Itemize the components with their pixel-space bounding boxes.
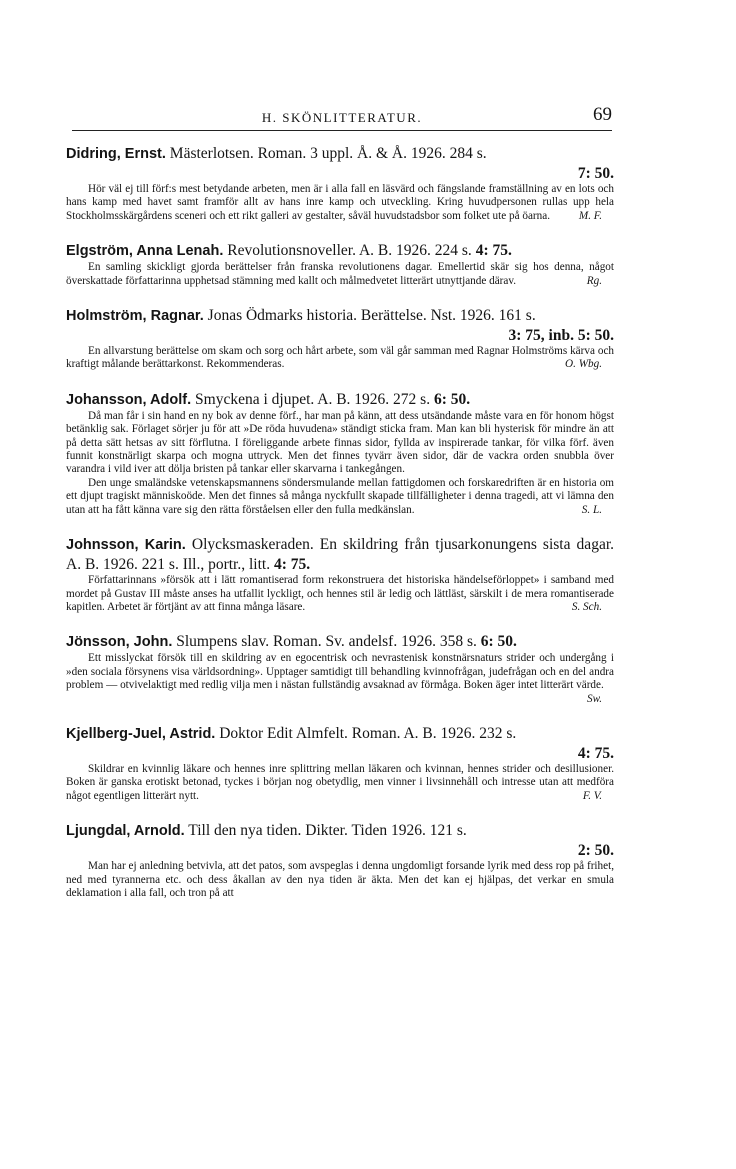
entry-heading [66, 821, 614, 841]
review-text: Ett misslyckat försök till en skildring av en egocentrisk och nevrastenisk konstnärsnaturs strider och undergång i »den sociala försynens visa världsordning». Upptager samtidigt till behandling kvinnofrågan, judefrågan och en del andra problem — otvivelaktigt med redlig vilja men i nästan fullständig avsaknad av förmåga. Boken äger intet litterärt värde. [66, 652, 614, 692]
entry-bibliography: Slumpens slav. Roman. Sv. andelsf. 1926. 358 s. [176, 633, 477, 651]
entry-author: Didring, Ernst. [66, 146, 166, 162]
review-text: Den unge smaländske vetenskapsmannens söndersmulande mellan fattigdomen och forskaredriften är en historia om ett djupt tragiskt människoöde. Men det finnes så många nyckfullt skapade tillfälligheter i denna tragedi, att vi lämna den utan att ha fått känna vare sig den rätta förståelsen eller den fulla medkänslan. [66, 476, 614, 516]
review-text: Då man får i sin hand en ny bok av denne förf., har man på känn, att dess utsändande måste vara en för honom högst betänklig sak. Förlaget sörjer ju för att »De röda huvudena» ständigt sticka fram. Man kan bli hysterisk för mindre än att på detta sätt hetsas av sitt förflutna. I föreliggande arbete finnas sidor, fyllda av inspirerade tankar, för vilka förf. även funnit konstnärligt skarpa och mogna uttryck. Men det finnes tyvärr även sidor, där de vackra orden snubbla över varandra i vild iver att dölja bristen på tankar eller skarvarna i tankegången. [66, 409, 614, 476]
entry-bibliography: Smyckena i djupet. A. B. 1926. 272 s. [195, 390, 431, 408]
entry-bibliography: Till den nya tiden. Dikter. Tiden 1926. 121 s. [188, 822, 467, 840]
entry-author: Johnsson, Karin. [66, 537, 186, 554]
reviewer-signature: S. Sch. [571, 600, 602, 613]
entry-price: 6: 50. [480, 633, 517, 651]
page-header [72, 104, 612, 131]
entry-price: 2: 50. [577, 842, 614, 860]
entry-didring [66, 144, 614, 223]
entry-price: 4: 75. [475, 242, 512, 260]
entry-author: Elgström, Anna Lenah. [66, 243, 224, 260]
entry-price: 4: 75. [577, 744, 614, 762]
page-number: 69 [593, 104, 612, 125]
entry-price: 4: 75. [273, 556, 311, 574]
entry-kjellberg-juel [66, 724, 614, 803]
entry-bibliography: Revolutionsnoveller. A. B. 1926. 224 s. [227, 242, 472, 260]
entry-johnsson [66, 535, 614, 614]
entry-holmstrom [66, 306, 614, 372]
entry-bibliography: Olycksmaskeraden. En skildring från tjusarkonungens sista dagar. A. B. 1926. 221 s. Ill., portr., litt. [66, 536, 614, 574]
entry-ljungdal [66, 821, 614, 900]
entry-heading [66, 535, 614, 574]
entry-elgstrom [66, 241, 614, 288]
review-text: Skildrar en kvinnlig läkare och hennes inre splittring mellan läkaren och kvinnan, hennes strider och desillusioner. Boken är ganska erotiskt betonad, tyckes i början nog obetydlig, men vinner i livsinnehåll och intresse utan att medföra något egentligen litterärt nytt. [66, 762, 614, 802]
reviewer-signature: Rg. [586, 274, 602, 287]
running-title: H. SKÖNLITTERATUR. [261, 110, 423, 125]
entry-heading [66, 390, 614, 410]
entry-heading [66, 724, 614, 744]
entry-price: 3: 75, inb. 5: 50. [508, 327, 614, 345]
entry-review [66, 652, 614, 706]
entry-review [66, 261, 614, 288]
entry-bibliography: Mästerlotsen. Roman. 3 uppl. Å. & Å. 1926. 284 s. [169, 145, 487, 162]
entry-author: Johansson, Adolf. [66, 391, 192, 408]
entry-heading [66, 306, 614, 326]
entry-review [66, 763, 614, 803]
entry-author: Jönsson, John. [66, 634, 173, 651]
review-text: En samling skickligt gjorda berättelser från franska revolutionens dagar. Emellertid skär sig hos denna, något överskattade författarinna upphetsad stämning med kallt och målmedvetet litterärt utnyttjande därav. [66, 261, 614, 287]
entries-list [66, 144, 614, 918]
entry-author: Ljungdal, Arnold. [66, 823, 185, 840]
entry-bibliography: Doktor Edit Almfelt. Roman. A. B. 1926. 232 s. [219, 724, 517, 742]
entry-heading [66, 241, 614, 261]
review-text: En allvarstung berättelse om skam och sorg och hårt arbete, som väl går samman med Ragnar Holmströms kärva och kraftigt målande berättarkonst. Rekommenderas. [66, 345, 614, 371]
reviewer-signature: M. F. [578, 209, 602, 222]
entry-heading [66, 144, 614, 164]
entry-bibliography: Jonas Ödmarks historia. Berättelse. Nst. 1926. 161 s. [207, 307, 536, 325]
entry-review [66, 410, 614, 517]
entry-author: Holmström, Ragnar. [66, 308, 204, 325]
entry-review [66, 574, 614, 614]
reviewer-signature: O. Wbg. [565, 358, 602, 371]
reviewer-signature: F. V. [582, 789, 602, 802]
entry-review [66, 345, 614, 372]
entry-author: Kjellberg-Juel, Astrid. [66, 725, 216, 742]
reviewer-signature: S. L. [581, 503, 602, 516]
reviewer-signature: Sw. [586, 692, 602, 705]
review-text: Hör väl ej till förf:s mest betydande arbeten, men är i alla fall en läsvärd och fängslande framställning av en lots och hans kamp med havet samt framför allt av hans inre kamp och utveckling. Kring huvudpersonen rullas upp hela Stockholmsskärgårdens sceneri och ett rikt galleri av gestalter, såväl huvudstadsbor som folket ute på öarna. [66, 183, 614, 222]
entry-review [66, 183, 614, 223]
entry-heading [66, 632, 614, 652]
entry-johansson [66, 390, 614, 517]
review-text: Man har ej anledning betvivla, att det patos, som avspeglas i denna ungdomligt forsande lyrik med dess rop på frihet, ned med tyrannerna etc. och dess åkallan av den nya tiden är äkta. Men det kan ej hjälpas, det verkar en smula deklamation i alla fall, och tron på att [66, 860, 614, 899]
entry-jonsson [66, 632, 614, 706]
entry-price: 7: 50. [577, 165, 614, 182]
entry-price: 6: 50. [433, 390, 471, 408]
entry-review [66, 860, 614, 900]
review-text: Författarinnans »försök att i lätt romantiserad form rekonstruera det historiska händelseförloppet» i samband med mordet på Gustav III måste anses ha utfallit lyckligt, och hennes stil är ledig och lättläst, särskilt i de mera romantiserade kapitlen. Arbetet är förtjänt av att finna många läsare. [66, 574, 614, 613]
